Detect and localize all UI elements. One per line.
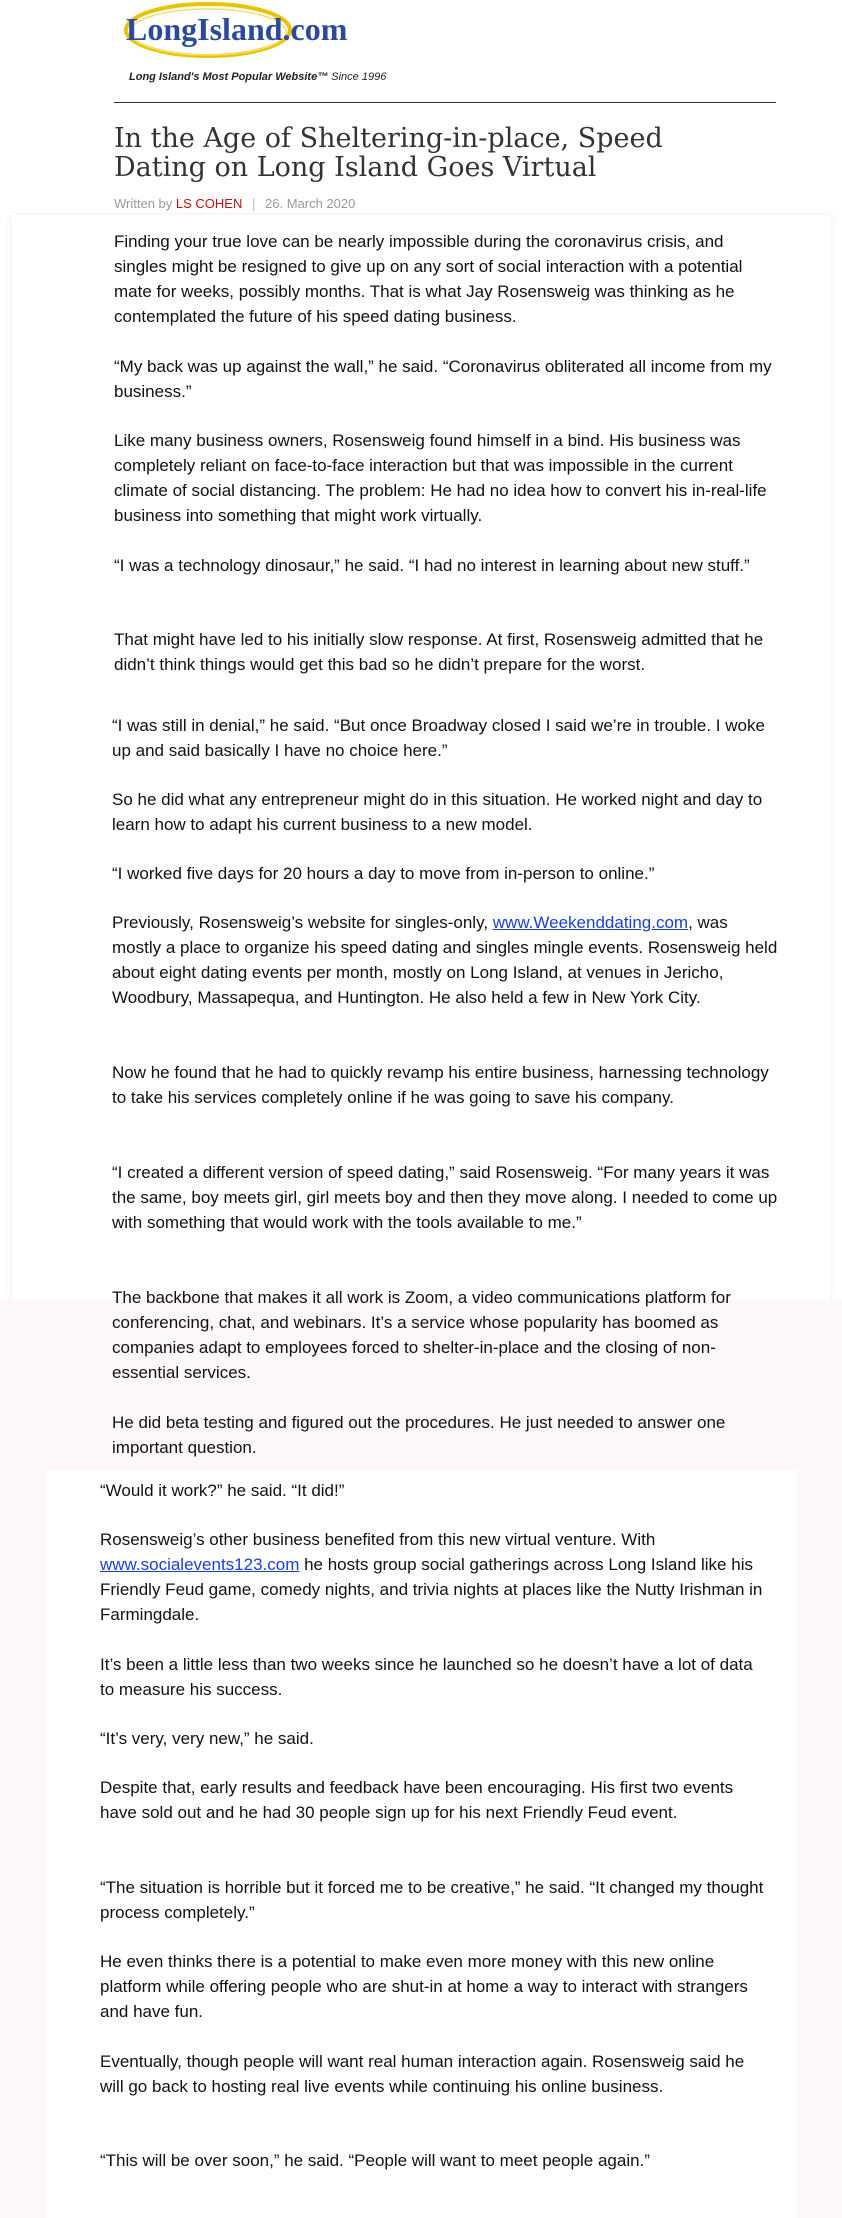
publish-date: 26. March 2020: [265, 196, 356, 211]
paragraph: Like many business owners, Rosensweig found himself in a bind. His business was completely reliant on face-to-face interaction but that was impossible in the current climate of social distancing. The problem: He had no idea how to convert his in-real-life business into something that might work virtually.: [114, 431, 767, 525]
paragraph-with-link: [112, 910, 780, 1010]
paragraph: “My back was up against the wall,” he said. “Coronavirus obliterated all income from my business.”: [114, 357, 772, 401]
article-title: In the Age of Sheltering-in-place, Speed Dating on Long Island Goes Virtual: [114, 123, 663, 183]
byline-prefix: Written by: [114, 196, 173, 211]
paragraph-text: he hosts group social gatherings across Long Island like his Friendly Feud game, comedy nights, and trivia nights at places like the Nutty Irishman in Farmingdale.: [100, 1555, 763, 1624]
paragraph: “Would it work?” he said. “It did!”: [100, 1481, 345, 1500]
paragraph: Despite that, early results and feedback have been encouraging. His first two events have sold out and he had 30 people sign up for his next Friendly Feud event.: [100, 1778, 734, 1822]
paragraph: “I worked five days for 20 hours a day to move from in-person to online.”: [112, 864, 655, 883]
logo-mark: [116, 0, 436, 70]
paragraph-text: Rosensweig’s other business benefited from this new virtual venture. With: [100, 1530, 656, 1549]
logo-text: LongIsland.com: [126, 11, 348, 47]
author-link[interactable]: LS COHEN: [175, 196, 243, 211]
weekenddating-link[interactable]: www.Weekenddating.com: [492, 913, 689, 932]
paragraph-text: , was mostly a place to organize his speed dating and singles mingle events. Rosensweig held about eight dating events per month, mostly on Long Island, at venues in Jericho, Woodbury, Massapequa, and Huntington. He also held a few in New York City.: [112, 913, 778, 1007]
paragraph: That might have led to his initially slow response. At first, Rosensweig admitted that he didn’t think things would get this bad so he didn’t prepare for the worst.: [114, 630, 764, 674]
paragraph-text: Previously, Rosensweig’s website for singles-only,: [112, 913, 493, 932]
paragraph: So he did what any entrepreneur might do in this situation. He worked night and day to learn how to adapt his current business to a new model.: [112, 790, 763, 834]
paragraph: Finding your true love can be nearly impossible during the coronavirus crisis, and singles might be resigned to give up on any sort of social interaction with a potential mate for weeks, possibly months. That is what Jay Rosensweig was thinking as he contemplated the future of his speed dating business.: [114, 232, 743, 326]
paragraph: He even thinks there is a potential to make even more money with this new online platform while offering people who are shut-in at home a way to interact with strangers and have fun.: [100, 1952, 748, 2021]
paragraph: “I created a different version of speed dating,” said Rosensweig. “For many years it was the same, boy meets girl, girl meets boy and then they move along. I needed to come up with something that would work with the tools available to me.”: [112, 1163, 778, 1232]
logo-since: Since 1996: [331, 71, 387, 83]
paragraph: “The situation is horrible but it forced me to be creative,” he said. “It changed my thought process completely.”: [100, 1878, 764, 1922]
socialevents-link[interactable]: www.socialevents123.com: [100, 1555, 300, 1574]
paragraph: “This will be over soon,” he said. “People will want to meet people again.”: [100, 2151, 650, 2170]
paragraph: The backbone that makes it all work is Zoom, a video communications platform for conferencing, chat, and webinars. It’s a service whose popularity has boomed as companies adapt to employees forced to shelter-in-place and the closing of non-essential services.: [112, 1288, 731, 1382]
byline: [114, 196, 355, 211]
paragraph: “It’s very, very new,” he said.: [100, 1729, 314, 1748]
paragraph: “I was a technology dinosaur,” he said. “I had no interest in learning about new stuff.”: [114, 556, 750, 575]
paragraph: He did beta testing and figured out the procedures. He just needed to answer one important question.: [112, 1413, 726, 1457]
paragraph: Now he found that he had to quickly revamp his entire business, harnessing technology to take his services completely online if he was going to save his company.: [112, 1063, 769, 1107]
logo-tagline: [129, 71, 386, 83]
header-divider: [114, 102, 776, 103]
paragraph-with-link: [100, 1527, 770, 1627]
logo-tagline-text: Long Island's Most Popular Website™: [129, 71, 329, 83]
paragraph: Eventually, though people will want real human interaction again. Rosensweig said he will go back to hosting real live events while continuing his online business.: [100, 2052, 745, 2096]
paragraph: “I was still in denial,” he said. “But once Broadway closed I said we’re in trouble. I woke up and said basically I have no choice here.”: [112, 716, 765, 760]
byline-separator: |: [252, 196, 256, 211]
paragraph: It’s been a little less than two weeks since he launched so he doesn’t have a lot of data to measure his success.: [100, 1655, 753, 1699]
site-logo[interactable]: [116, 0, 436, 92]
